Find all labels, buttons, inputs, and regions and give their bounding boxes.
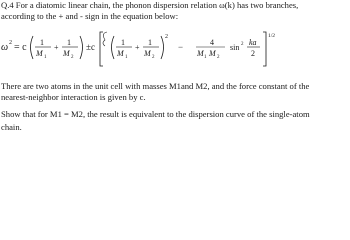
paragraph-3-line-2: chain. xyxy=(1,122,22,132)
left-paren-2 xyxy=(112,36,115,59)
paragraph-3-line-1: Show that for M1 = M2, the result is equivalent to the dispersion curve of the single-atom xyxy=(1,109,310,119)
equals-c: = c xyxy=(14,42,27,53)
frac1-den: M xyxy=(36,49,43,58)
frac5-den-m1: M xyxy=(197,49,204,58)
minus-sign: − xyxy=(178,42,184,52)
plus-1: + xyxy=(54,43,59,52)
frac5-num: 4 xyxy=(210,38,214,47)
frac5-den-m2: M xyxy=(209,49,216,58)
right-paren-1 xyxy=(80,36,83,59)
paragraph-2-line-2: nearest-neighbor interaction is given by c. xyxy=(1,92,146,102)
frac3-num: 1 xyxy=(121,38,125,47)
frac5-den-sub2: 2 xyxy=(217,55,220,60)
frac5-den-sub1: 1 xyxy=(204,55,207,60)
dispersion-equation xyxy=(0,30,350,76)
omega-exponent: 2 xyxy=(9,40,12,46)
omega-symbol: ω xyxy=(1,42,9,53)
frac6-den: 2 xyxy=(251,49,255,58)
square-exponent: 2 xyxy=(165,34,168,40)
left-bracket xyxy=(100,32,103,66)
frac2-num: 1 xyxy=(67,38,71,47)
question-line-2: according to the + and - sign in the equation below: xyxy=(1,11,179,21)
frac1-num: 1 xyxy=(40,38,44,47)
plus-minus-c: ±c xyxy=(86,42,95,52)
left-paren-1 xyxy=(31,36,34,59)
frac1-den-sub: 1 xyxy=(44,55,47,60)
paragraph-2-line-1: There are two atoms in the unit cell with masses M1and M2, and the force constant of the xyxy=(1,81,310,91)
right-paren-2 xyxy=(161,36,164,59)
left-brace-in xyxy=(103,32,107,46)
outer-exponent: 1/2 xyxy=(268,33,276,39)
right-bracket xyxy=(263,32,266,66)
frac2-den-sub: 2 xyxy=(71,55,74,60)
frac4-den-sub: 2 xyxy=(152,55,155,60)
sin-text: sin xyxy=(230,43,240,52)
frac3-den-sub: 1 xyxy=(125,55,128,60)
frac4-den: M xyxy=(144,49,151,58)
question-line-1: Q.4 For a diatomic linear chain, the phonon dispersion relation ω(k) has two branches, xyxy=(1,0,299,10)
frac6-num: ka xyxy=(249,38,257,47)
frac2-den: M xyxy=(63,49,70,58)
plus-2: + xyxy=(135,43,140,52)
frac3-den: M xyxy=(117,49,124,58)
frac4-num: 1 xyxy=(148,38,152,47)
sin-exponent: 2 xyxy=(241,42,244,47)
